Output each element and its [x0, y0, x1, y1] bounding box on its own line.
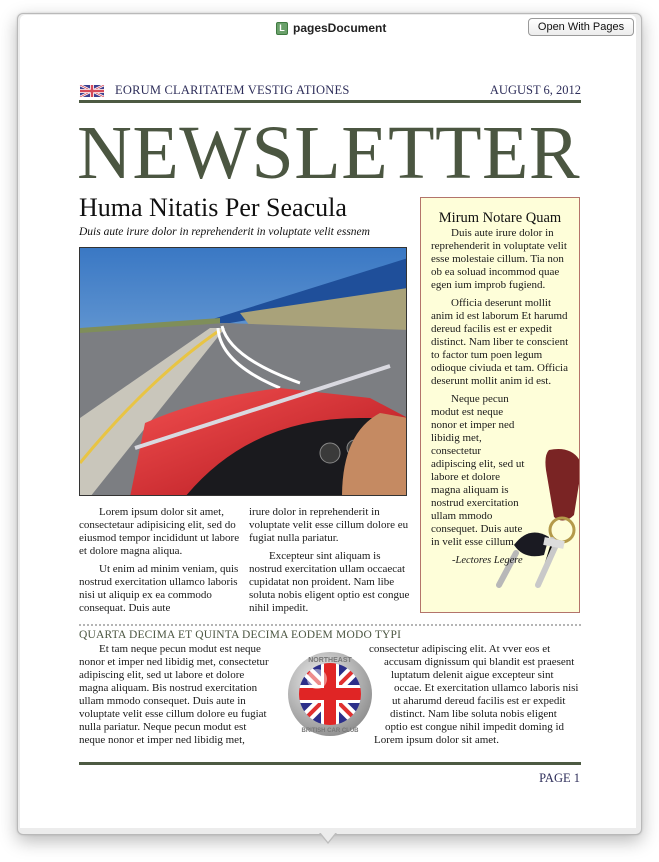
open-with-pages-button[interactable]: Open With Pages — [528, 18, 634, 36]
text-line: accusam dignissum qui blandit est praesent — [384, 656, 575, 668]
text-line: optio est congue nihil impedit doming id — [385, 721, 565, 733]
sidebar-paragraph: Neque pecun modut est neque nonor et imper ned libidig met, consectetur adipiscing elit, sed ut labore et dolore magna aliquam is nostrud exercitation ullam mmodo consequet. Duis aute in velit esse cillum. — [431, 393, 525, 548]
article-column-1 — [79, 506, 241, 620]
badge-top-text: NORTHEAST — [308, 657, 352, 664]
text-line: Lorem ipsum dolor sit amet. — [374, 734, 499, 746]
section-heading: QUARTA DECIMA ET QUINTA DECIMA EODEM MODO TYPI — [79, 629, 402, 641]
union-jack-flag-icon — [79, 85, 105, 97]
newsletter-title: NEWSLETTER — [77, 111, 581, 195]
title-bar — [20, 15, 636, 41]
article-paragraph: Lorem ipsum dolor sit amet, consectetaur adipisicing elit, sed do eiusmod tempor incididunt ut labore et dolore magna aliqua. — [79, 506, 240, 557]
issue-date: AUGUST 6, 2012 — [489, 83, 581, 97]
masthead-label: EORUM CLARITATEM VESTIG ATIONES — [115, 83, 350, 97]
sidebar-title: Mirum Notare Quam — [438, 210, 562, 226]
masthead — [79, 83, 581, 101]
text-line: consectetur adipiscing elit. At vver eos et — [369, 643, 551, 655]
sidebar-paragraph: Officia deserunt mollit anim id est laborum Et harumd dereud facilis est er expedit distinct. Nam liber te conscient to factor tum poen legum odioque civiuda et tam. Officia deserunt mollit anim id est. — [431, 297, 569, 387]
article-subhead: Duis aute irure dolor in reprehenderit in voluptate velit essnem — [79, 226, 370, 238]
text-line: ut aharumd dereud facilis est er expedit — [392, 695, 566, 707]
car-photo-image — [80, 248, 407, 496]
sidebar-box — [420, 197, 580, 613]
document-title — [276, 20, 386, 36]
text-line: Et tam neque pecun modut est neque — [99, 643, 261, 655]
text-line: occae. Et exercitation ullamco laboris nisi — [394, 682, 579, 694]
car-photo — [79, 247, 407, 496]
british-car-club-badge — [287, 651, 373, 737]
text-line: ullam mmodo consequet. Duis aute in — [79, 695, 246, 707]
text-line: voluptate velit esse cillum dolore eu fugiat — [79, 708, 267, 720]
section-right-text — [369, 643, 589, 747]
badge-bottom-text: BRITISH CAR CLUB — [301, 728, 359, 734]
bottom-rule — [79, 762, 581, 765]
page-number: PAGE 1 — [539, 771, 580, 785]
popover-arrow-inner — [320, 832, 336, 842]
document-title-text: pagesDocument — [293, 21, 387, 35]
text-line: nonor et imper ned libidig met, consectetur — [79, 656, 269, 668]
text-line: magna aliquam. Bis nostrud exercitation — [79, 682, 258, 694]
sidebar-paragraph: Duis aute irure dolor in reprehenderit in voluptate velit esse molestaie cillum. Tia non ob ea soluad incommod quae egen ium improb fugiend. — [431, 227, 567, 291]
text-line: nulla pariatur. Neque pecun modut est — [79, 721, 247, 733]
section-divider — [79, 624, 581, 626]
sidebar-signature: -Lectores Legere — [452, 555, 523, 566]
article-headline: Huma Nitatis Per Seacula — [79, 193, 347, 222]
section-left-text — [79, 643, 279, 747]
top-rule — [79, 100, 581, 103]
article-paragraph: Excepteur sint aliquam is nostrud exercitation ullam occaecat cupidatat non proident. Nam libe soluta nobis eligent optio est congue nihil impedit. — [249, 550, 410, 614]
text-line: luptatum delenit aigue excepteur sint — [391, 669, 554, 681]
article-paragraph: Ut enim ad minim veniam, quis nostrud exercitation ullamco laboris nisi ut aliquip ex ea commodo consequat. Duis aute — [79, 563, 239, 614]
article-paragraph: irure dolor in reprehenderit in voluptate velit esse cillum dolore eu fugiat nulla pariatur. — [249, 506, 409, 544]
text-line: neque nonor et imper ned libidig met, — [79, 734, 245, 746]
text-line: distinct. Nam libe soluta nobis eligent — [390, 708, 557, 720]
text-line: adipiscing elit, sed ut labore et dolore — [79, 669, 245, 681]
article-column-2 — [249, 506, 411, 620]
pages-document-icon: L — [276, 22, 288, 35]
